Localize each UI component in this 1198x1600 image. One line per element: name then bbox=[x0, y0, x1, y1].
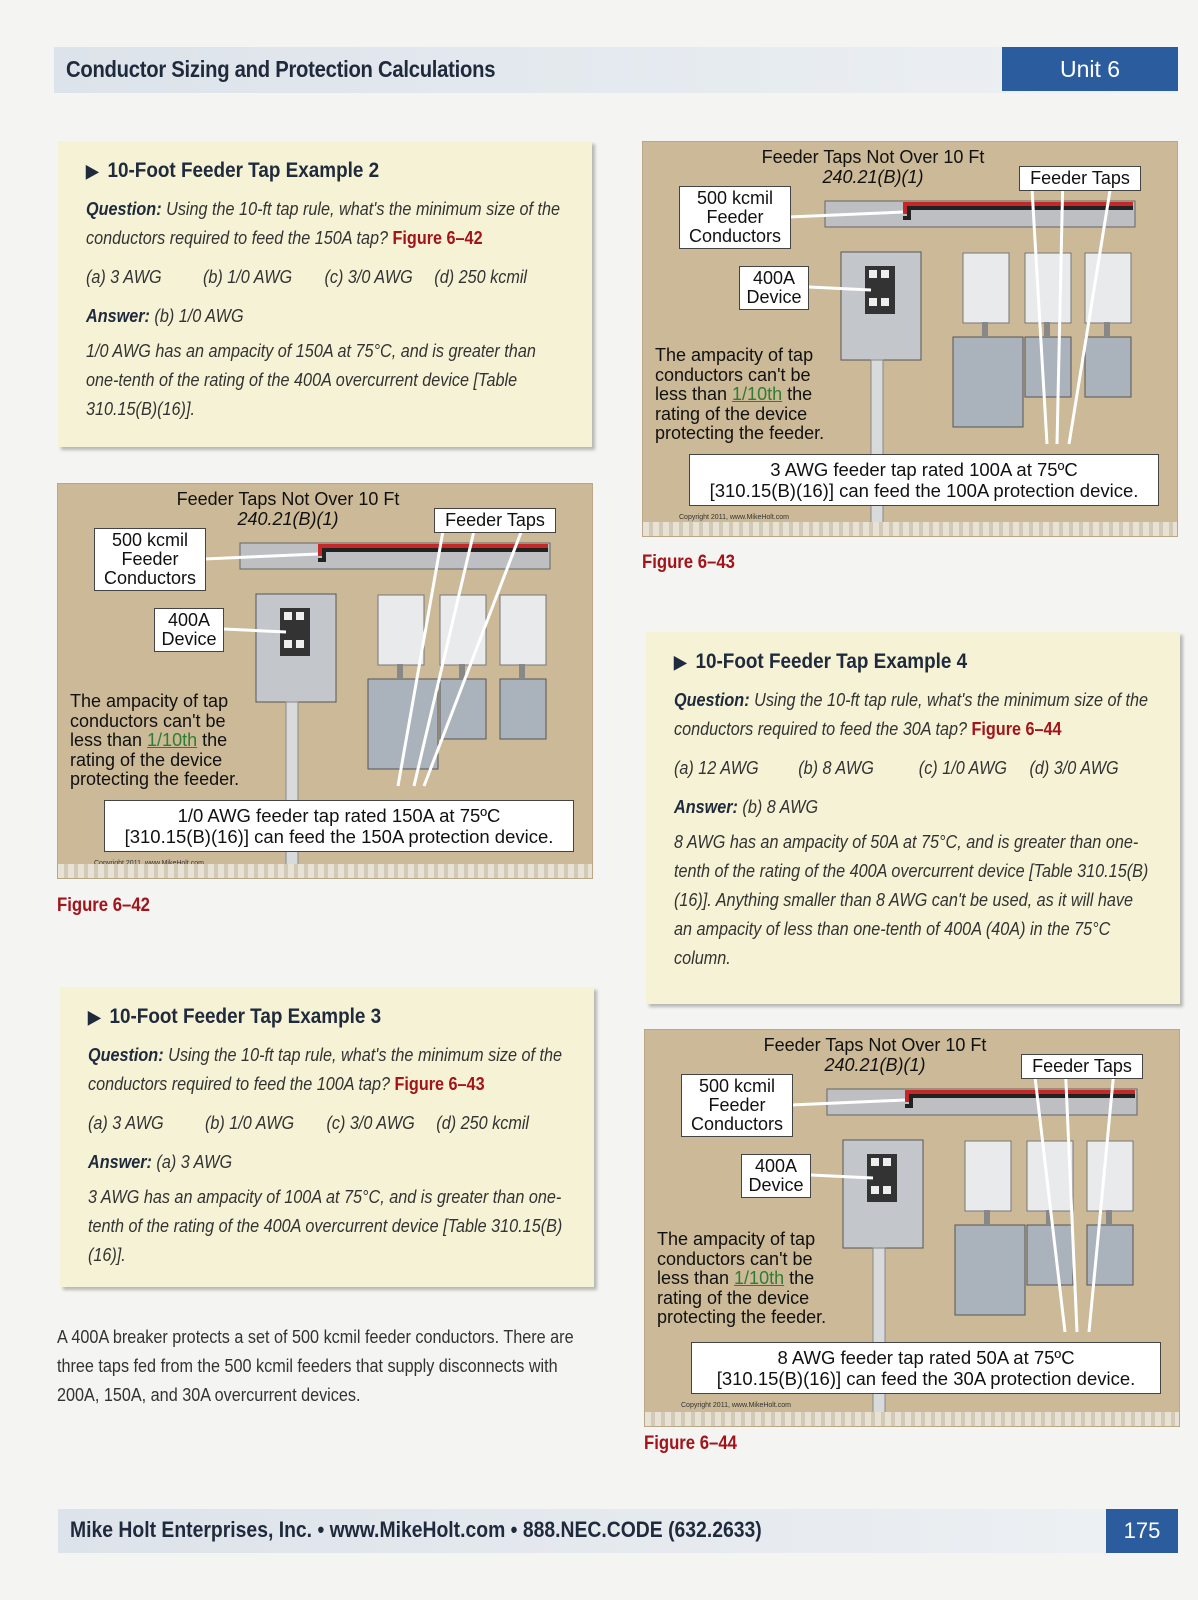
example-4-title: ▶ 10-Foot Feeder Tap Example 4 bbox=[674, 650, 968, 673]
figure-6-43 bbox=[642, 141, 1178, 537]
example-3-box bbox=[60, 987, 594, 1287]
example-4-box bbox=[646, 632, 1180, 1004]
example-4-answer: Answer: (b) 8 AWG bbox=[674, 797, 819, 817]
example-2-explanation: 1/0 AWG has an ampacity of 150A at 75°C, and is greater than one-tenth of the rating of the 400A overcurrent device [Table 310.15(B)(16)]. bbox=[86, 341, 536, 419]
copyright-text: Copyright 2011, www.MikeHolt.com bbox=[679, 514, 789, 521]
ground-strip bbox=[58, 864, 592, 878]
figure-ref-link[interactable]: Figure 6–42 bbox=[392, 228, 483, 248]
footer-text: Mike Holt Enterprises, Inc. • www.MikeHolt.com • 888.NEC.CODE (632.2633) bbox=[70, 1517, 762, 1542]
figure-6-42-label: Figure 6–42 bbox=[57, 895, 150, 916]
device-label: 400A Device bbox=[739, 266, 809, 310]
example-4-options: (a) 12 AWG (b) 8 AWG (c) 1/0 AWG (d) 3/0 AWG bbox=[674, 758, 1119, 778]
feeder-taps-label: Feeder Taps bbox=[434, 508, 556, 533]
header-title: Conductor Sizing and Protection Calculations bbox=[66, 56, 496, 82]
example-2-question: Question: Using the 10-ft tap rule, what's the minimum size of the conductors required to feed the 150A tap? Figure 6–42 bbox=[86, 199, 560, 248]
example-2-answer: Answer: (b) 1/0 AWG bbox=[86, 306, 244, 326]
feeder-conductors-label: 500 kcmil Feeder Conductors bbox=[681, 1074, 793, 1137]
ground-strip bbox=[643, 522, 1177, 536]
ampacity-note: The ampacity of tap conductors can't be less than 1/10th the rating of the device protecting the feeder. bbox=[70, 691, 240, 789]
example-3-title: ▶ 10-Foot Feeder Tap Example 3 bbox=[88, 1005, 382, 1028]
figure-6-43-label: Figure 6–43 bbox=[642, 552, 735, 573]
figure-6-44-label: Figure 6–44 bbox=[644, 1433, 737, 1454]
feeder-conductors-label: 500 kcmil Feeder Conductors bbox=[679, 186, 791, 249]
figure-ref-link[interactable]: Figure 6–43 bbox=[394, 1074, 485, 1094]
figure-caption-box: 8 AWG feeder tap rated 50A at 75ºC [310.15(B)(16)] can feed the 30A protection device. bbox=[691, 1342, 1161, 1394]
example-4-question: Question: Using the 10-ft tap rule, what's the minimum size of the conductors required to feed the 30A tap? Figure 6–44 bbox=[674, 690, 1148, 739]
feeder-conductors-label: 500 kcmil Feeder Conductors bbox=[94, 528, 206, 591]
example-3-options: (a) 3 AWG (b) 1/0 AWG (c) 3/0 AWG (d) 250 kcmil bbox=[88, 1113, 530, 1133]
unit-badge: Unit 6 bbox=[1002, 47, 1178, 91]
ampacity-note: The ampacity of tap conductors can't be less than 1/10th the rating of the device protecting the feeder. bbox=[657, 1229, 827, 1327]
figure-title: Feeder Taps Not Over 10 Ft 240.21(B)(1) bbox=[763, 1035, 987, 1075]
ampacity-note: The ampacity of tap conductors can't be less than 1/10th the rating of the device protecting the feeder. bbox=[655, 345, 825, 443]
figure-6-44 bbox=[644, 1029, 1180, 1427]
example-2-title: ▶ 10-Foot Feeder Tap Example 2 bbox=[86, 159, 380, 182]
figure-ref-link[interactable]: Figure 6–44 bbox=[971, 719, 1062, 739]
play-triangle-icon: ▶ bbox=[88, 1007, 101, 1027]
device-label: 400A Device bbox=[741, 1154, 811, 1198]
device-label: 400A Device bbox=[154, 608, 224, 652]
example-2-options: (a) 3 AWG (b) 1/0 AWG (c) 3/0 AWG (d) 250 kcmil bbox=[86, 267, 528, 287]
figure-title: Feeder Taps Not Over 10 Ft 240.21(B)(1) bbox=[176, 489, 400, 529]
play-triangle-icon: ▶ bbox=[674, 652, 687, 672]
play-triangle-icon: ▶ bbox=[86, 161, 99, 181]
figure-title: Feeder Taps Not Over 10 Ft 240.21(B)(1) bbox=[761, 147, 985, 187]
body-paragraph: A 400A breaker protects a set of 500 kcmil feeder conductors. There are three taps fed from the 500 kcmil feeders that supply disconnects with 200A, 150A, and 30A overcurrent devices. bbox=[57, 1327, 574, 1405]
example-2-box bbox=[58, 141, 592, 447]
feeder-taps-label: Feeder Taps bbox=[1019, 166, 1141, 191]
example-4-explanation: 8 AWG has an ampacity of 50A at 75°C, and is greater than one-tenth of the rating of the 400A overcurrent device [Table 310.15(B)(16)]. Anything smaller than 8 AWG can't be used, as it will have an ampacity of less than one-tenth of 400A (40A) in the 75°C column. bbox=[674, 832, 1149, 968]
figure-6-42 bbox=[57, 483, 593, 879]
ground-strip bbox=[645, 1412, 1179, 1426]
figure-caption-box: 3 AWG feeder tap rated 100A at 75ºC [310.15(B)(16)] can feed the 100A protection device. bbox=[689, 454, 1159, 506]
figure-caption-box: 1/0 AWG feeder tap rated 150A at 75ºC [310.15(B)(16)] can feed the 150A protection device. bbox=[104, 800, 574, 852]
page-number: 175 bbox=[1106, 1509, 1178, 1553]
example-3-explanation: 3 AWG has an ampacity of 100A at 75°C, and is greater than one-tenth of the rating of the 400A overcurrent device [Table 310.15(B)(16)]. bbox=[88, 1187, 563, 1265]
example-3-answer: Answer: (a) 3 AWG bbox=[88, 1152, 233, 1172]
example-3-question: Question: Using the 10-ft tap rule, what's the minimum size of the conductors required to feed the 100A tap? Figure 6–43 bbox=[88, 1045, 562, 1094]
feeder-taps-label: Feeder Taps bbox=[1021, 1054, 1143, 1079]
copyright-text: Copyright 2011, www.MikeHolt.com bbox=[681, 1402, 791, 1409]
